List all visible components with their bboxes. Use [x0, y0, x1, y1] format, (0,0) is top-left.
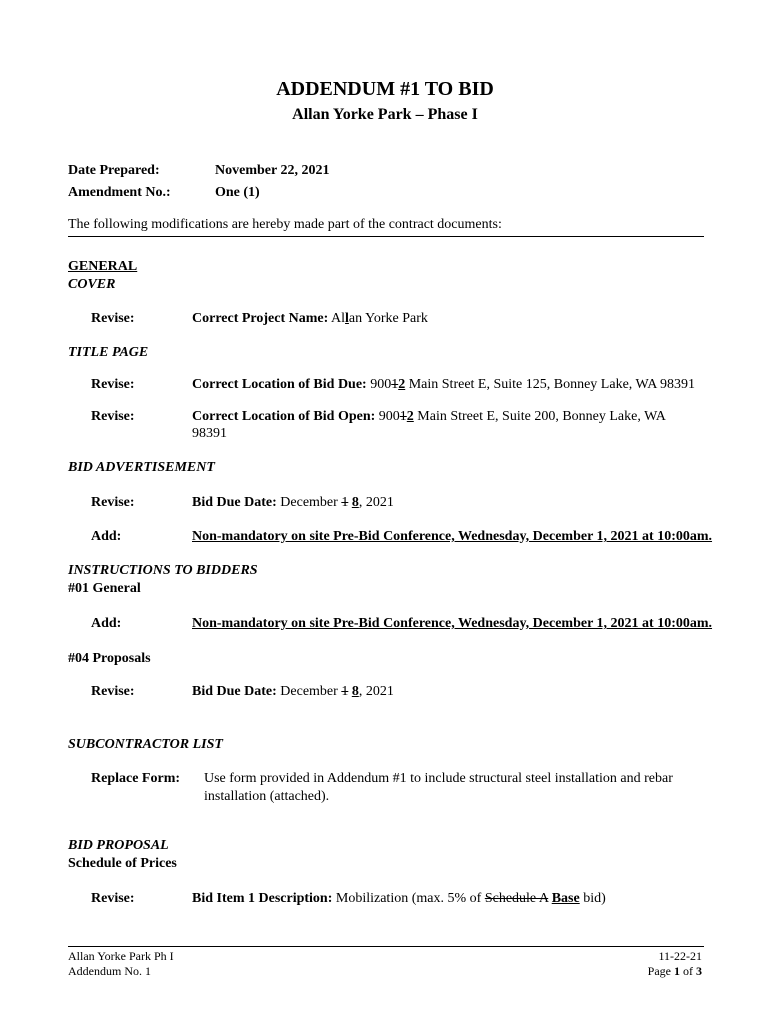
itb-sub2-row: [192, 684, 394, 700]
footer-rule: [68, 946, 704, 947]
footer-page-number: [648, 964, 702, 979]
bid-proposal-action: Revise:: [91, 891, 135, 906]
date-value: November 22, 2021: [215, 163, 330, 178]
bid-proposal-pre: Mobilization (max. 5% of: [335, 891, 482, 906]
title-row2-deleted: 1: [399, 409, 407, 424]
cover-label: Correct Project Name:: [192, 311, 329, 326]
itb-heading: INSTRUCTIONS TO BIDDERS: [68, 563, 258, 578]
title-row2-action: Revise:: [91, 409, 135, 424]
bid-ad-row2-text: Non-mandatory on site Pre-Bid Conference, Wednesday, December 1, 2021 at 10:00am.: [192, 529, 713, 544]
bid-proposal-heading: BID PROPOSAL: [68, 838, 169, 853]
bid-ad-row1-deleted: 1: [341, 495, 349, 510]
bid-ad-row1: [192, 495, 394, 511]
itb-sub2-inserted: 8: [351, 684, 359, 699]
bid-ad-row1-post: , 2021: [358, 495, 394, 510]
itb-sub1-action: Add:: [91, 616, 122, 631]
footer-date: 11-22-21: [658, 949, 702, 963]
itb-sub1-heading: #01 General: [68, 581, 141, 596]
bid-proposal-label: Bid Item 1 Description:: [192, 891, 333, 906]
title-row2-rest: Main Street E, Suite 200, Bonney Lake, WA: [417, 409, 666, 424]
sub-list-line2: installation (attached).: [204, 789, 330, 804]
bid-ad-row1-label: Bid Due Date:: [192, 495, 277, 510]
itb-sub1-text: Non-mandatory on site Pre-Bid Conference, Wednesday, December 1, 2021 at 10:00am.: [192, 616, 713, 631]
sub-list-heading: SUBCONTRACTOR LIST: [68, 737, 223, 752]
amendment-label: Amendment No.:: [68, 185, 171, 200]
bid-proposal-row: [192, 891, 606, 907]
date-label: Date Prepared:: [68, 163, 160, 178]
amendment-value: One (1): [215, 185, 260, 200]
title-row1: [192, 377, 695, 393]
sub-list-line1: Use form provided in Addendum #1 to include structural steel installation and rebar: [204, 771, 673, 786]
title-row1-inserted: 2: [398, 377, 406, 392]
footer-page-word: Page: [647, 964, 671, 978]
cover-action: Revise:: [91, 311, 135, 326]
itb-sub2-deleted: 1: [341, 684, 349, 699]
itb-sub2-action: Revise:: [91, 684, 135, 699]
footer-project: Allan Yorke Park Ph I: [68, 949, 174, 963]
bid-ad-row1-inserted: 8: [351, 495, 359, 510]
title-page-heading: TITLE PAGE: [68, 345, 149, 360]
title-row1-num: 900: [370, 377, 392, 392]
title-row1-rest: Main Street E, Suite 125, Bonney Lake, WA 98391: [408, 377, 696, 392]
itb-sub2-heading: #04 Proposals: [68, 651, 151, 666]
bid-proposal-sub: Schedule of Prices: [68, 856, 177, 871]
intro-text: The following modifications are hereby made part of the contract documents:: [68, 217, 502, 232]
title-row1-label: Correct Location of Bid Due:: [192, 377, 367, 392]
bid-proposal-post: bid): [583, 891, 606, 906]
title-row1-action: Revise:: [91, 377, 135, 392]
cover-row: [192, 311, 428, 327]
itb-sub2-post: , 2021: [358, 684, 394, 699]
footer-of-word: of: [683, 964, 693, 978]
cover-heading: COVER: [68, 277, 116, 292]
cover-value-a: Al: [331, 311, 346, 326]
bid-proposal-inserted: Base: [551, 891, 580, 906]
bid-ad-heading: BID ADVERTISEMENT: [68, 460, 215, 475]
intro-rule: [68, 236, 704, 237]
itb-sub2-pre: December: [280, 684, 338, 699]
page-subtitle: Allan Yorke Park – Phase I: [292, 106, 478, 123]
footer-page-total: 3: [696, 964, 702, 978]
itb-sub2-label: Bid Due Date:: [192, 684, 277, 699]
footer-page-current: 1: [674, 964, 680, 978]
title-row1-deleted: 1: [391, 377, 399, 392]
title-row2: [192, 409, 666, 425]
bid-ad-row2-action: Add:: [91, 529, 122, 544]
title-row2-inserted: 2: [406, 409, 414, 424]
footer-addendum: Addendum No. 1: [68, 964, 151, 978]
page-title: ADDENDUM #1 TO BID: [276, 78, 494, 100]
title-row2-num: 900: [378, 409, 400, 424]
bid-ad-row1-action: Revise:: [91, 495, 135, 510]
sub-list-action: Replace Form:: [91, 771, 181, 786]
cover-value-c: an Yorke Park: [348, 311, 428, 326]
bid-ad-row1-pre: December: [280, 495, 338, 510]
title-row2-label: Correct Location of Bid Open:: [192, 409, 376, 424]
bid-proposal-deleted: Schedule A: [484, 891, 549, 906]
title-row2-zip: 98391: [192, 426, 227, 441]
cover-value-insert: l: [345, 311, 349, 326]
general-heading: GENERAL: [68, 259, 138, 274]
